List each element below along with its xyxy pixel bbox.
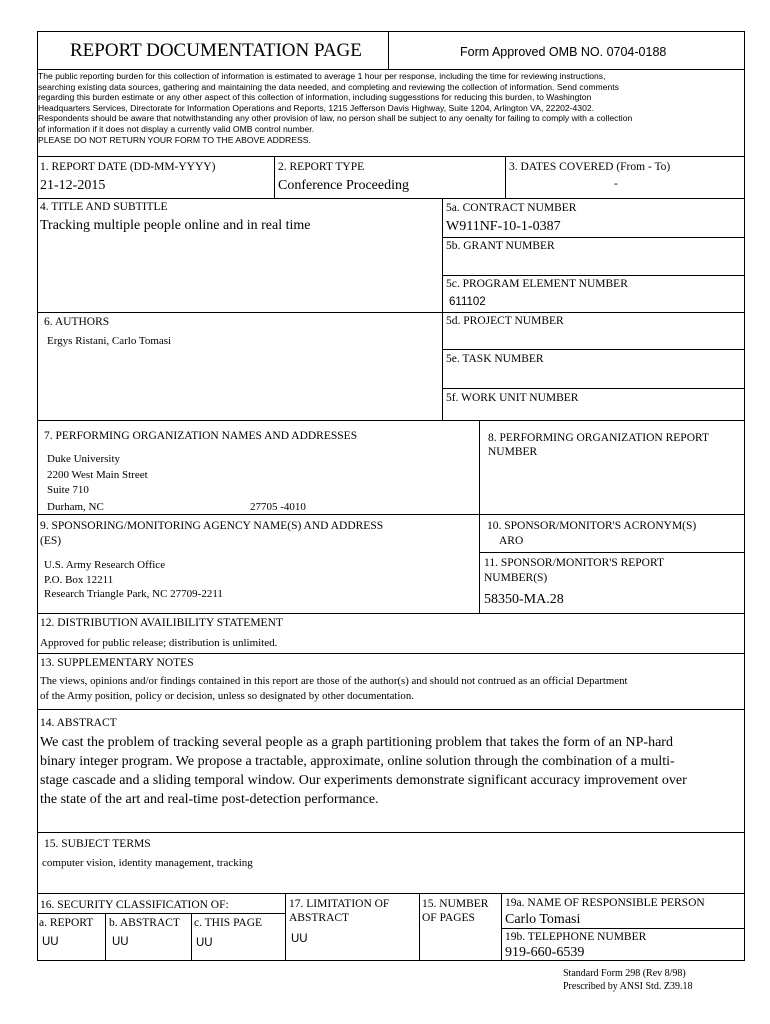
sponsor-report-label: 11. SPONSOR/MONITOR'S REPORT <box>484 557 664 569</box>
program-element-value: 611102 <box>449 296 486 308</box>
divider <box>37 893 745 894</box>
num-pages-label-2: OF PAGES <box>422 912 475 924</box>
divider <box>501 928 745 929</box>
burden-line: Headquarters Services, Directorate for Information Operations and Reports, 1215 Jefferson Davis Highway, Suite 1204, Arlington VA, 22202-4302. <box>38 102 595 113</box>
address-line: Duke University <box>47 453 121 465</box>
footer-line: Prescribed by ANSI Std. Z39.18 <box>563 981 693 992</box>
performing-org-city: Durham, NC <box>47 501 104 513</box>
burden-line: Respondents should be aware that notwithstanding any other provision of law, no person shall be subject to any oenalty for failing to comply with a collection <box>38 113 633 124</box>
limitation-label: 17. LIMITATION OF <box>289 898 390 910</box>
address-line: Suite 710 <box>47 484 89 496</box>
report-date-label: 1. REPORT DATE (DD-MM-YYYY) <box>40 161 216 173</box>
abstract-line: stage cascade and a sliding temporal window. Our experiments demonstrate significant accuracy improvement over <box>40 773 687 788</box>
divider <box>37 69 745 70</box>
telephone-value: 919-660-6539 <box>505 945 585 960</box>
performing-org-address <box>47 452 148 499</box>
grant-number-label: 5b. GRANT NUMBER <box>446 240 555 252</box>
divider <box>442 349 745 350</box>
report-type-label: 2. REPORT TYPE <box>278 161 365 173</box>
performing-report-label-2: NUMBER <box>488 446 538 458</box>
distribution-value: Approved for public release; distribution is unlimited. <box>40 637 278 649</box>
divider <box>37 613 745 614</box>
divider <box>37 653 745 654</box>
divider <box>105 913 106 961</box>
responsible-person-value: Carlo Tomasi <box>505 912 581 927</box>
abstract-label: 14. ABSTRACT <box>40 717 117 729</box>
divider <box>388 31 389 69</box>
divider <box>37 514 745 515</box>
abstract-text <box>40 733 687 809</box>
abstract-line: binary integer program. We propose a tractable, approximate, online solution through the combination of a multi- <box>40 754 675 769</box>
performing-report-label: 8. PERFORMING ORGANIZATION REPORT <box>488 432 710 444</box>
sponsor-acronym-label: 10. SPONSOR/MONITOR'S ACRONYM(S) <box>487 520 697 532</box>
limitation-value: UU <box>291 933 308 945</box>
omb-number: Form Approved OMB NO. 0704-0188 <box>460 45 667 59</box>
security-abstract-value: UU <box>112 936 129 948</box>
divider <box>37 832 745 833</box>
divider <box>37 420 745 421</box>
sponsor-report-label-2: NUMBER(S) <box>484 572 548 584</box>
footer-line: Standard Form 298 (Rev 8/98) <box>563 968 686 979</box>
security-label: 16. SECURITY CLASSIFICATION OF: <box>40 899 229 911</box>
divider <box>37 198 745 199</box>
task-number-label: 5e. TASK NUMBER <box>446 353 544 365</box>
divider <box>37 913 285 914</box>
burden-line: of information if it does not display a currently valid OMB control number. <box>38 123 315 134</box>
divider <box>442 275 745 276</box>
report-date-value: 21-12-2015 <box>40 178 106 193</box>
authors-label: 6. AUTHORS <box>44 316 110 328</box>
sponsor-report-value: 58350-MA.28 <box>484 592 564 607</box>
divider <box>419 893 420 961</box>
sponsoring-agency-label: 9. SPONSORING/MONITORING AGENCY NAME(S) AND ADDRESS <box>40 520 384 532</box>
abstract-line: We cast the problem of tracking several people as a graph partitioning problem that takes the form of an NP-hard <box>40 735 673 750</box>
address-line: U.S. Army Research Office <box>44 559 166 571</box>
divider <box>505 156 506 198</box>
project-number-label: 5d. PROJECT NUMBER <box>446 315 564 327</box>
burden-line: regarding this burden estimate or any other aspect of this collection of information, including suggesstions for reducing this burden, to Washington <box>38 92 592 103</box>
divider <box>501 893 502 961</box>
report-type-value: Conference Proceeding <box>278 178 409 193</box>
address-line: 2200 West Main Street <box>47 468 148 481</box>
divider <box>479 420 480 613</box>
divider <box>442 198 443 420</box>
sponsoring-agency-label-2: (ES) <box>40 535 62 547</box>
telephone-label: 19b. TELEPHONE NUMBER <box>505 931 647 943</box>
security-report-label: a. REPORT <box>39 917 94 929</box>
dates-covered-value: - <box>614 178 618 190</box>
work-unit-label: 5f. WORK UNIT NUMBER <box>446 392 579 404</box>
performing-org-label: 7. PERFORMING ORGANIZATION NAMES AND ADDRESSES <box>44 430 358 442</box>
supplementary-label: 13. SUPPLEMENTARY NOTES <box>40 657 194 669</box>
abstract-line: the state of the art and real-time post-detection performance. <box>40 792 379 807</box>
divider <box>442 388 745 389</box>
divider <box>37 156 745 157</box>
burden-line: The public reporting burden for this collection of information is estimated to average 1 hour per response, including the time for reviewing instructions, <box>38 71 606 81</box>
limitation-label-2: ABSTRACT <box>289 912 350 924</box>
contract-number-value: W911NF-10-1-0387 <box>446 219 561 234</box>
authors-value: Ergys Ristani, Carlo Tomasi <box>47 335 172 347</box>
security-report-value: UU <box>42 936 59 948</box>
divider <box>479 552 745 553</box>
supplementary-text <box>40 674 627 704</box>
address-line: Research Triangle Park, NC 27709-2211 <box>44 588 223 600</box>
dates-covered-label: 3. DATES COVERED (From - To) <box>509 161 671 173</box>
sponsoring-agency-address <box>44 558 223 602</box>
performing-org-zip: 27705 -4010 <box>250 501 306 513</box>
num-pages-label: 15. NUMBER <box>422 898 489 910</box>
supplementary-line: of the Army position, policy or decision, unless so designated by other documentation. <box>40 690 414 702</box>
title-label: 4. TITLE AND SUBTITLE <box>40 201 168 213</box>
burden-line: PLEASE DO NOT RETURN YOUR FORM TO THE ABOVE ADDRESS. <box>38 134 311 145</box>
supplementary-line: The views, opinions and/or findings contained in this report are those of the author(s) and should not contrued as an official Department <box>40 675 628 687</box>
program-element-label: 5c. PROGRAM ELEMENT NUMBER <box>446 278 628 290</box>
sponsor-acronym-value: ARO <box>499 535 524 547</box>
security-page-value: UU <box>196 937 213 949</box>
divider <box>285 893 286 961</box>
security-abstract-label: b. ABSTRACT <box>109 917 180 929</box>
burden-notice <box>38 71 632 145</box>
form-title: REPORT DOCUMENTATION PAGE <box>70 40 362 61</box>
subject-terms-label: 15. SUBJECT TERMS <box>44 838 151 850</box>
security-page-label: c. THIS PAGE <box>194 917 263 929</box>
contract-number-label: 5a. CONTRACT NUMBER <box>446 202 577 214</box>
divider <box>442 237 745 238</box>
responsible-person-label: 19a. NAME OF RESPONSIBLE PERSON <box>505 897 705 909</box>
divider <box>37 709 745 710</box>
subject-terms-value: computer vision, identity management, tracking <box>42 857 253 869</box>
form-footer <box>563 967 692 993</box>
divider <box>191 913 192 961</box>
divider <box>37 312 745 313</box>
burden-line: searching existing data sources, gathering and maintaining the data needed, and completing and reviewing the collection of information. Send comments <box>38 81 619 92</box>
distribution-label: 12. DISTRIBUTION AVAILIBILITY STATEMENT <box>40 617 283 629</box>
title-value: Tracking multiple people online and in real time <box>40 218 311 233</box>
address-line: P.O. Box 12211 <box>44 573 114 586</box>
divider <box>274 156 275 198</box>
